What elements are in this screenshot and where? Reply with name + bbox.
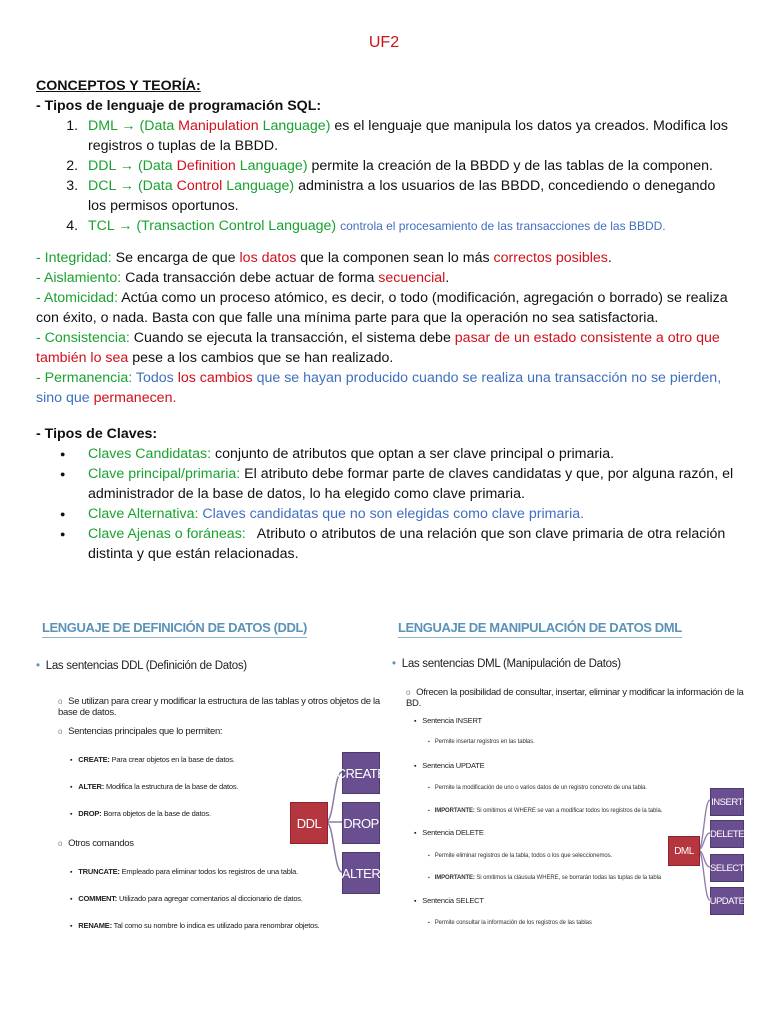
section-heading: CONCEPTOS Y TEORÍA:	[36, 78, 201, 94]
dml-figure	[392, 612, 744, 944]
cmd-desc: Utilizado para agregar comentarios al diccionario de datos.	[119, 894, 303, 903]
type-close: Language)	[226, 178, 295, 194]
dml-node-insert: INSERT	[710, 788, 744, 816]
important-label: IMPORTANTE:	[434, 808, 475, 814]
cmd-desc: Borra objetos de la base de datos.	[103, 809, 211, 818]
property-consistencia	[36, 328, 736, 368]
property-label: - Aislamiento:	[36, 270, 122, 286]
list-item	[82, 504, 736, 524]
ddl-sub2: o Sentencias principales que lo permiten:	[58, 726, 222, 737]
type-desc: controla el procesamiento de las transacciones de las BBDD.	[340, 219, 666, 233]
type-desc: administra a los usuarios de las BBDD, concediendo o denegando los permisos oportunos.	[88, 178, 716, 214]
type-open: (Data	[137, 158, 173, 174]
list-item	[82, 464, 736, 504]
important-text: Si omitimos la cláusula WHERE, se borrarán todas las tuplas de la tabla	[476, 875, 662, 881]
sql-types-list	[36, 116, 736, 236]
dml-figure-title: LENGUAJE DE MANIPULACIÓN DE DATOS DML	[398, 620, 682, 638]
property-label: - Permanencia:	[36, 370, 133, 386]
type-close: Language)	[262, 118, 331, 134]
cmd-desc: Para crear objetos en la base de datos.	[111, 755, 235, 764]
dml-select-desc: ▪ Permite consultar la información de los registros de las tablas	[428, 920, 592, 926]
dml-node-select: SELECT	[710, 854, 744, 882]
property-label: - Consistencia:	[36, 330, 130, 346]
document-title: UF2	[368, 34, 400, 51]
dml-sub1: o Ofrecen la posibilidad de consultar, insertar, eliminar y modificar la información de la BD.	[406, 687, 744, 709]
type-abbr: DML →	[88, 118, 136, 134]
dml-diagram-connectors	[392, 612, 744, 944]
property-atomicidad	[36, 288, 736, 328]
cmd: RENAME:	[78, 921, 112, 930]
cmd-desc: Empleado para eliminar todos los registros de una tabla.	[121, 867, 298, 876]
ddl-sub3: o Otros comandos	[58, 838, 134, 849]
cmd: COMMENT:	[78, 894, 118, 903]
ddl-diagram-connectors	[36, 612, 388, 944]
type-mid: Definition	[176, 158, 236, 174]
list-item	[82, 156, 736, 176]
text: permanecen	[93, 390, 173, 406]
key-label: Claves Candidatas:	[88, 446, 212, 462]
dml-root-node: DML	[668, 836, 700, 866]
ddl-root-node: DDL	[290, 802, 328, 844]
key-desc: conjunto de atributos que optan a ser clave principal o primaria.	[214, 446, 615, 462]
dml-insert-desc: ▪ Permite insertar registros en las tablas.	[428, 739, 535, 745]
property-label: - Integridad:	[36, 250, 112, 266]
text: correctos posibles	[493, 250, 608, 266]
keys-heading: - Tipos de Claves:	[36, 426, 158, 442]
cmd-desc: Tal como su nombre lo indica es utilizado para renombrar objetos.	[113, 921, 320, 930]
list-item	[82, 216, 736, 236]
ddl-sub1: o Se utilizan para crear y modificar la estructura de las tablas y otros objetos de la base de datos.	[58, 696, 388, 718]
text: los datos	[239, 250, 297, 266]
key-desc: El atributo debe formar parte de claves candidatas y que, por alguna razón, el administrador de la base de datos, lo ha elegido como clave primaria.	[88, 466, 734, 502]
list-item	[82, 524, 736, 564]
text: Se encarga de que	[115, 250, 236, 266]
text: pasar de un estado consistente a otro que también lo sea	[36, 330, 720, 366]
list-item	[82, 116, 736, 156]
keys-list	[36, 444, 736, 564]
text: los cambios	[177, 370, 253, 386]
important-label: IMPORTANTE:	[434, 875, 475, 881]
type-mid: Manipulation	[178, 118, 259, 134]
document-body	[36, 76, 736, 564]
dml-update: ▪ Sentencia UPDATE	[414, 761, 484, 770]
text: que se hayan producido cuando se realiza una transacción no se pierden, sino que	[36, 370, 722, 406]
ddl-bullet: • Las sentencias DDL (Definición de Datos)	[36, 660, 247, 672]
property-permanencia	[36, 368, 736, 408]
text: pese a los cambios que se han realizado.	[132, 350, 394, 366]
text: secuencial	[378, 270, 446, 286]
dml-delete: ▪ Sentencia DELETE	[414, 828, 484, 837]
key-desc: Atributo o atributos de una relación que son clave primaria de otra relación distinta y que están relacionadas.	[88, 526, 730, 562]
dml-insert: ▪ Sentencia INSERT	[414, 716, 482, 725]
dml-update-desc: ▪ Permite la modificación de uno o varios datos de un registro concreto de una tabla.	[428, 785, 647, 791]
important-text: Si omitimos el WHERE se van a modificar todos los registros de la tabla.	[476, 808, 663, 814]
key-desc: Claves candidatas que no son elegidas como clave primaria.	[202, 506, 585, 522]
key-label: Clave principal/primaria:	[88, 466, 241, 482]
text: .	[445, 270, 450, 286]
cmd: TRUNCATE:	[78, 867, 120, 876]
sql-types-heading: - Tipos de lenguaje de programación SQL:	[36, 98, 322, 114]
ddl-node-drop: DROP	[342, 802, 380, 844]
cmd-desc: Modifica la estructura de la base de datos.	[105, 782, 239, 791]
text: que la componen sean lo más	[300, 250, 490, 266]
property-integridad	[36, 248, 736, 268]
text: Cuando se ejecuta la transacción, el sistema debe	[133, 330, 451, 346]
dml-node-update: UPDATE	[710, 887, 744, 915]
dml-delete-desc: ▪ Permite eliminar registros de la tabla, todos o los que seleccionemos.	[428, 853, 612, 859]
ddl-node-alter: ALTER	[342, 852, 380, 894]
type-abbr: TCL →	[88, 218, 133, 234]
text: .	[172, 390, 177, 406]
ddl-figure-title: LENGUAJE DE DEFINICIÓN DE DATOS (DDL)	[42, 620, 307, 638]
type-open: (Transaction Control Language)	[136, 218, 337, 234]
dml-select: ▪ Sentencia SELECT	[414, 896, 484, 905]
text: Todos	[135, 370, 174, 386]
text: Cada transacción debe actuar de forma	[125, 270, 375, 286]
dml-node-delete: DELETE	[710, 820, 744, 848]
cmd: CREATE:	[78, 755, 110, 764]
list-item	[82, 176, 736, 216]
type-abbr: DDL →	[88, 158, 134, 174]
ddl-figure	[36, 612, 388, 944]
type-desc: es el lenguaje que manipula los datos ya creados. Modifica los registros o tuplas de la BBDD.	[88, 118, 728, 154]
key-label: Clave Ajenas o foráneas:	[88, 526, 246, 542]
type-mid: Control	[176, 178, 223, 194]
key-label: Clave Alternativa:	[88, 506, 199, 522]
dml-bullet: • Las sentencias DML (Manipulación de Datos)	[392, 658, 621, 670]
transaction-properties	[36, 248, 736, 408]
text: .	[607, 250, 612, 266]
text: Actúa como un proceso atómico, es decir, o todo (modificación, agregación o borrado) se realiza con éxito, o nada. Basta con que falle una mínima parte para que la operación no sea satisfactoria.	[36, 290, 728, 326]
type-open: (Data	[139, 118, 175, 134]
type-desc: permite la creación de la BBDD y de las tablas de la componen.	[311, 158, 713, 174]
type-close: Language)	[239, 158, 308, 174]
ddl-node-create: CREATE	[342, 752, 380, 794]
property-label: - Atomicidad:	[36, 290, 119, 306]
property-aislamiento	[36, 268, 736, 288]
type-abbr: DCL →	[88, 178, 134, 194]
list-item	[82, 444, 736, 464]
cmd: ALTER:	[78, 782, 105, 791]
cmd: DROP:	[78, 809, 102, 818]
type-open: (Data	[137, 178, 173, 194]
